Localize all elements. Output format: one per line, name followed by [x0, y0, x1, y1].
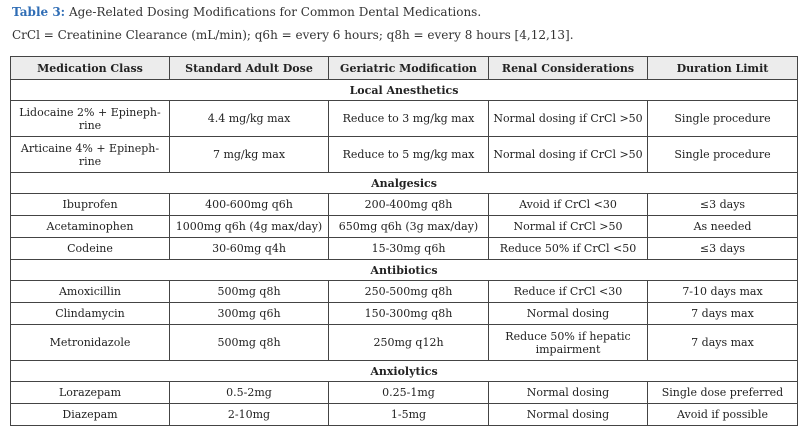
table-row: [11, 137, 798, 173]
table-cell: 200-400mg q8h: [329, 194, 489, 216]
table-row: [11, 281, 798, 303]
table-cell: Articaine 4% + Epineph-rine: [11, 137, 170, 173]
table-cell: Avoid if possible: [648, 404, 798, 426]
table-cell: Normal dosing: [489, 303, 648, 325]
table-cell: 250-500mg q8h: [329, 281, 489, 303]
table-cell: Reduce if CrCl <30: [489, 281, 648, 303]
table-cell: Normal dosing if CrCl >50: [489, 137, 648, 173]
section-row: [11, 173, 798, 194]
column-header: Duration Limit: [648, 57, 798, 80]
dosing-table: [10, 56, 798, 426]
table-row: [11, 404, 798, 426]
table-cell: Single procedure: [648, 101, 798, 137]
table-caption: [12, 5, 481, 19]
table-cell: Reduce 50% if CrCl <50: [489, 238, 648, 260]
table-cell: ≤3 days: [648, 194, 798, 216]
table-cell: 300mg q6h: [170, 303, 329, 325]
table-cell: Lorazepam: [11, 382, 170, 404]
table-cell: ≤3 days: [648, 238, 798, 260]
table-cell: Diazepam: [11, 404, 170, 426]
column-header: Standard Adult Dose: [170, 57, 329, 80]
table-row: [11, 303, 798, 325]
table-cell: 4.4 mg/kg max: [170, 101, 329, 137]
table-cell: 7 days max: [648, 325, 798, 361]
table-cell: 0.25-1mg: [329, 382, 489, 404]
table-cell: Acetaminophen: [11, 216, 170, 238]
table-cell: 250mg q12h: [329, 325, 489, 361]
table-cell: 7 mg/kg max: [170, 137, 329, 173]
column-header: Renal Considerations: [489, 57, 648, 80]
table-cell: Metronidazole: [11, 325, 170, 361]
table-cell: 0.5-2mg: [170, 382, 329, 404]
header-row: [11, 57, 798, 80]
column-header: Geriatric Modification: [329, 57, 489, 80]
table-cell: Lidocaine 2% + Epineph-rine: [11, 101, 170, 137]
table-row: [11, 325, 798, 361]
table-cell: As needed: [648, 216, 798, 238]
column-header: Medication Class: [11, 57, 170, 80]
table-cell: Single procedure: [648, 137, 798, 173]
section-row: [11, 80, 798, 101]
table-cell: 400-600mg q6h: [170, 194, 329, 216]
table-cell: 15-30mg q6h: [329, 238, 489, 260]
section-row: [11, 260, 798, 281]
table-cell: Normal dosing if CrCl >50: [489, 101, 648, 137]
table-row: [11, 238, 798, 260]
table-title: Age-Related Dosing Modifications for Common Dental Medications.: [68, 5, 482, 19]
table-cell: Clindamycin: [11, 303, 170, 325]
section-row: [11, 361, 798, 382]
table-cell: Reduce to 5 mg/kg max: [329, 137, 489, 173]
section-title: Analgesics: [11, 173, 798, 194]
table-cell: 150-300mg q8h: [329, 303, 489, 325]
table-cell: Codeine: [11, 238, 170, 260]
table-row: [11, 216, 798, 238]
table-cell: Reduce 50% if hepatic impairment: [489, 325, 648, 361]
table-cell: 2-10mg: [170, 404, 329, 426]
table-cell: 1-5mg: [329, 404, 489, 426]
section-title: Anxiolytics: [11, 361, 798, 382]
table-cell: 30-60mg q4h: [170, 238, 329, 260]
table-cell: Normal if CrCl >50: [489, 216, 648, 238]
table-cell: Reduce to 3 mg/kg max: [329, 101, 489, 137]
table-cell: Ibuprofen: [11, 194, 170, 216]
section-title: Local Anesthetics: [11, 80, 798, 101]
table-cell: Avoid if CrCl <30: [489, 194, 648, 216]
section-title: Antibiotics: [11, 260, 798, 281]
table-cell: Normal dosing: [489, 404, 648, 426]
table-abbreviations-note: CrCl = Creatinine Clearance (mL/min); q6h = every 6 hours; q8h = every 8 hours [4,12,13].: [12, 28, 574, 42]
table-row: [11, 382, 798, 404]
table-label: Table 3:: [12, 5, 66, 19]
table-cell: 500mg q8h: [170, 325, 329, 361]
table-cell: Single dose preferred: [648, 382, 798, 404]
table-cell: Amoxicillin: [11, 281, 170, 303]
table-cell: 500mg q8h: [170, 281, 329, 303]
table-cell: 650mg q6h (3g max/day): [329, 216, 489, 238]
table-cell: 7-10 days max: [648, 281, 798, 303]
table-row: [11, 101, 798, 137]
table-row: [11, 194, 798, 216]
table-cell: 1000mg q6h (4g max/day): [170, 216, 329, 238]
table-cell: 7 days max: [648, 303, 798, 325]
table-cell: Normal dosing: [489, 382, 648, 404]
